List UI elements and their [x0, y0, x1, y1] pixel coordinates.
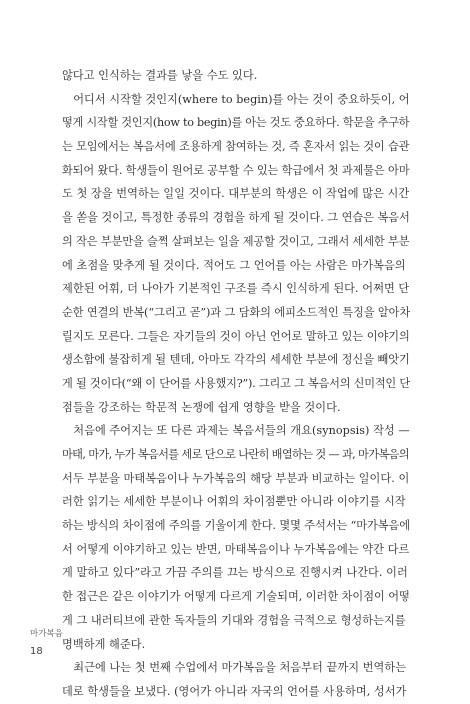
text-line: 생소함에 불잡히게 될 텐데, 아마도 각각의 세세한 부분에 정신을 빼앗기: [62, 353, 410, 367]
text-line: 의 작은 부분만을 슬쩍 살펴보는 일을 제공할 것이고, 그래서 세세한 부분: [62, 234, 410, 248]
page-number: 18: [30, 646, 43, 657]
text-line: 떻게 시작할 것인지(how to begin)를 아는 것도 중요하다. 학문을 추구하: [62, 116, 410, 130]
text-line: 처음에 주어지는 또 다른 과제는 복음서들의 개요(synopsis) 작성 —: [62, 424, 410, 438]
text-line: 않다고 인식하는 결과를 낳을 수도 있다.: [62, 69, 258, 82]
text-line: 명백하게 해준다.: [62, 637, 146, 651]
text-line: 릴지도 모른다. 그들은 자기들의 것이 아닌 언어로 말하고 있는 이야기의: [62, 329, 410, 343]
text-line: 점들을 강조하는 학문적 논쟁에 쉽게 영향을 받을 것이다.: [62, 400, 341, 414]
text-line: 데로 학생들을 보냈다. (영어가 아니라 자국의 언어를 사용하며, 성서가: [62, 684, 407, 698]
text-line: 게 그 내러티브에 관한 독자들의 기대와 경험을 극적으로 형성하는지를: [62, 613, 406, 627]
text-line: 을 쏟을 것이고, 특정한 종류의 경험을 하게 될 것이다. 그 연습은 복음서: [62, 211, 410, 225]
body-text: [62, 64, 410, 704]
text-line: 는 모임에서는 복음서에 조용하게 참여하는 것, 즉 혼자서 읽는 것이 습관: [62, 140, 410, 154]
text-line: 순한 연결의 반복(“그리고 곧”)과 그 담화의 에피소드적인 특징을 알아차: [62, 305, 411, 319]
text-line: 하는 방식의 차이점에 주의를 기울이게 한다. 몇몇 주석서는 “마가복음에: [62, 519, 410, 533]
text-line: 게 말하고 있다”라고 가끔 주의를 끄는 방식으로 진행시켜 나간다. 이러: [62, 566, 408, 580]
text-line: 서 어떻게 이야기하고 있는 반면, 마태복음이나 누가복음에는 약간 다르: [62, 542, 410, 556]
text-line: 서두 부분을 마태복음이나 누가복음의 해당 부분과 비교하는 일이다. 이: [62, 471, 410, 485]
text-line: 에 초점을 맞추게 될 것이다. 적어도 그 언어를 아는 사람은 마가복음의: [62, 258, 406, 272]
text-line: 어디서 시작할 것인지(where to begin)를 아는 것이 중요하듯이, 어: [62, 92, 410, 106]
text-line: 한 접근은 같은 이야기가 어떻게 다르게 기술되며, 이러한 차이점이 어떻: [62, 590, 410, 604]
text-line: 게 될 것이다(“왜 이 단어를 사용했지?”). 그리고 그 복음서의 신미적인 단: [62, 376, 410, 390]
text-line: 화되어 왔다. 학생들이 원어로 공부할 수 있는 학급에서 첫 과제물은 아마: [62, 163, 410, 177]
text-line: 최근에 나는 첫 번째 수업에서 마가복음을 처음부터 끝까지 번역하는: [62, 661, 407, 675]
text-line: 도 첫 장을 번역하는 일일 것이다. 대부분의 학생은 이 작업에 많은 시간: [62, 187, 410, 201]
page-footer: [30, 628, 90, 659]
text-line: 마태, 마가, 누가 복음서를 세로 단으로 나란히 배열하는 것 — 과, 마가복음의: [62, 448, 409, 461]
running-head: 마가복음: [30, 629, 63, 639]
text-line: 러한 읽기는 세세한 부분이나 어휘의 차이점뿐만 아니라 이야기를 시작: [62, 495, 406, 509]
text-line: 제한된 어휘, 더 나아가 기본적인 구조를 즉시 인식하게 된다. 어쩌면 단: [62, 282, 410, 296]
